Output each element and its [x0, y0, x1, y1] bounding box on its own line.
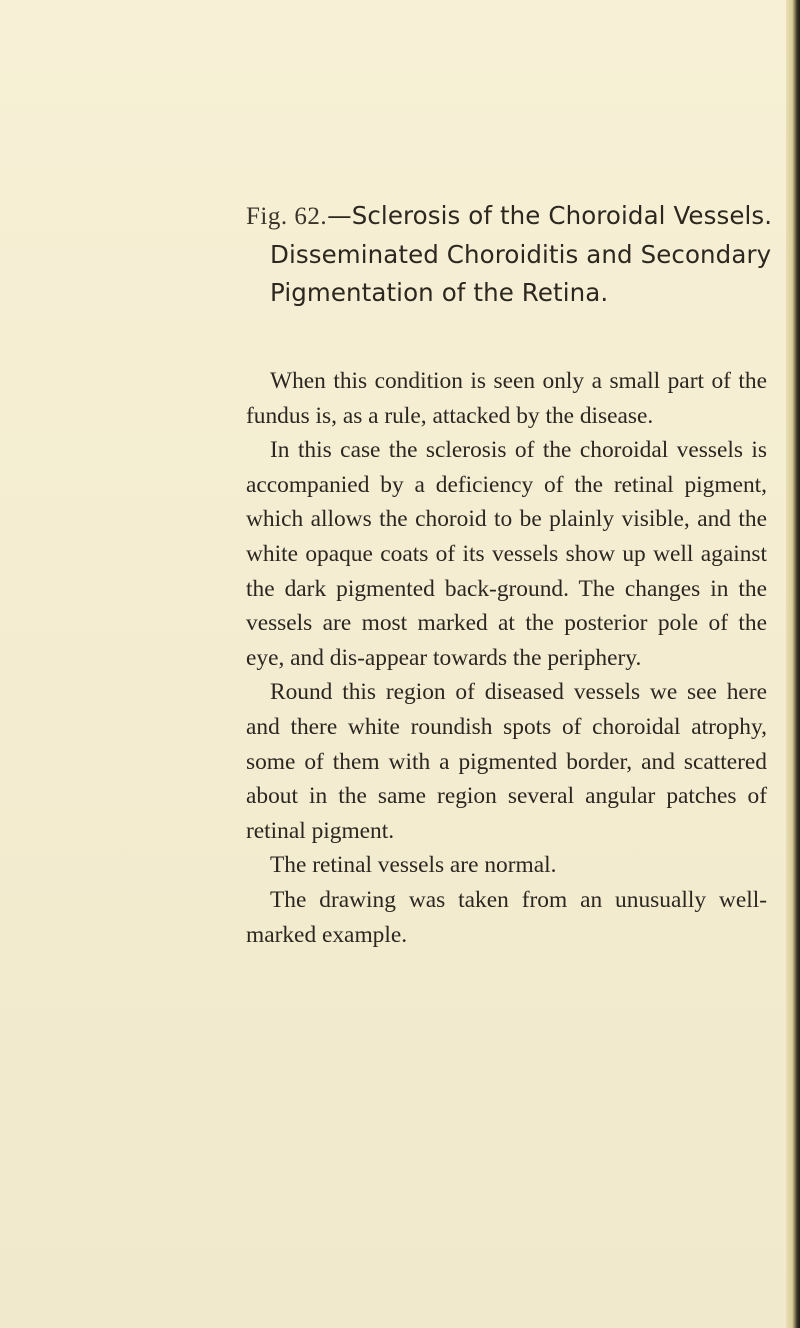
- page-edge: [786, 0, 800, 1328]
- figure-caption: [246, 197, 786, 312]
- caption-title-part-1: —Sclerosis of the Choroidal Vessels.: [327, 201, 773, 230]
- paragraph-3: Round this region of diseased vessels we see here and there white roundish spots of choroidal atrophy, some of them with a pigmented border, and scattered about in the same region several angular patches of retinal pigment.: [246, 679, 767, 844]
- paragraph-4: The retinal vessels are normal.: [270, 852, 557, 879]
- body-text: [246, 364, 767, 952]
- caption-title-part-3: Pigmentation of the Retina.: [270, 278, 609, 307]
- paragraph-5: The drawing was taken from an unusually well-marked example.: [246, 886, 767, 948]
- paragraph-2: In this case the sclerosis of the choroidal vessels is accompanied by a deficiency of the retinal pigment, which allows the choroid to be plainly visible, and the white opaque coats of its vessels show up well against the dark pigmented back-ground. The changes in the vessels are most marked at the posterior pole of the eye, and dis-appear towards the periphery.: [246, 437, 767, 671]
- caption-line-1: [246, 197, 786, 236]
- paragraph-1: When this condition is seen only a small part of the fundus is, as a rule, attacked by the disease.: [246, 368, 767, 429]
- caption-title-part-2: Disseminated Choroiditis and Secondary: [270, 240, 772, 269]
- figure-label: Fig. 62.: [246, 203, 328, 230]
